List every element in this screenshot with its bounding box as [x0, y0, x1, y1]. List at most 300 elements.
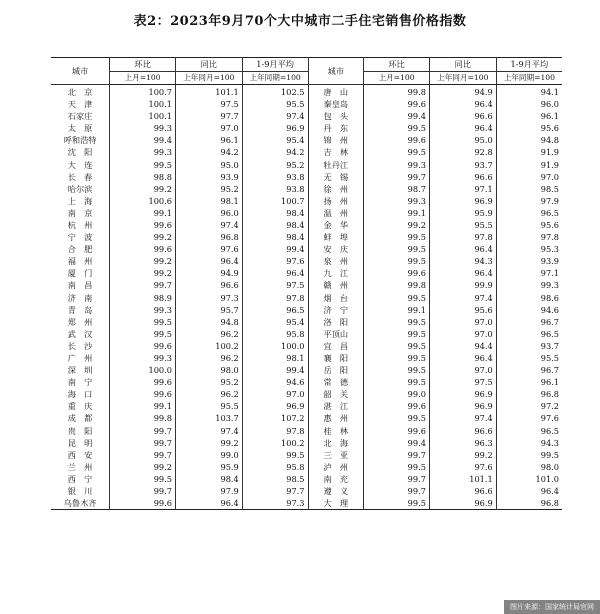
- right-avg-cell: 96.5: [540, 425, 559, 436]
- left-yoy-cell: 97.9: [175, 485, 242, 497]
- right-city-cell: 三 亚: [308, 449, 364, 461]
- left-avg-cell: 94.2: [242, 146, 308, 158]
- table-row: [51, 219, 562, 231]
- left-avg-cell: 100.0: [242, 340, 308, 352]
- right-yoy-cell: 97.5: [429, 376, 496, 388]
- right-mom-cell: 99.5: [364, 364, 430, 376]
- right-mom-cell: 99.5: [364, 461, 430, 473]
- right-avg-cell: 96.7: [540, 365, 559, 376]
- right-mom-cell: 99.1: [364, 207, 430, 219]
- left-city-cell: 北 京: [51, 85, 110, 99]
- left-city-cell: 银 川: [51, 485, 110, 497]
- table-row: [51, 304, 562, 316]
- right-yoy-cell: 97.4: [429, 292, 496, 304]
- left-city-cell: 上 海: [51, 195, 110, 207]
- right-avg-cell: 96.5: [540, 207, 559, 218]
- left-city-cell: 西 宁: [51, 473, 110, 485]
- right-mom-cell: 99.7: [364, 171, 430, 183]
- left-avg-cell: 97.5: [242, 280, 308, 292]
- right-mom-cell: 99.8: [364, 85, 430, 99]
- right-mom-cell: 99.4: [364, 437, 430, 449]
- right-avg-cell: 97.2: [540, 401, 559, 412]
- left-avg-cell: 98.4: [242, 219, 308, 231]
- left-yoy-cell: 94.2: [175, 146, 242, 158]
- right-city-cell: 唐 山: [308, 85, 364, 99]
- right-yoy-cell: 97.0: [429, 364, 496, 376]
- right-mom-cell: 99.5: [364, 316, 430, 328]
- table-row: [51, 437, 562, 449]
- right-avg-cell: 97.0: [540, 171, 559, 182]
- left-yoy-cell: 99.0: [175, 449, 242, 461]
- right-yoy-cell: 96.9: [429, 400, 496, 412]
- right-city-cell: 烟 台: [308, 292, 364, 304]
- right-avg-cell: 94.6: [540, 304, 559, 315]
- right-yoy-cell: 96.4: [429, 122, 496, 134]
- left-city-cell: 厦 门: [51, 267, 110, 279]
- right-avg-cell: 91.9: [540, 147, 559, 158]
- table-row: [51, 146, 562, 158]
- left-mom-cell: 100.0: [110, 364, 176, 376]
- left-avg-cell: 93.8: [242, 171, 308, 183]
- right-city-cell: 遵 义: [308, 485, 364, 497]
- left-mom-cell: 100.6: [110, 195, 176, 207]
- left-avg-cell: 100.7: [242, 195, 308, 207]
- right-city-cell: 韶 关: [308, 388, 364, 400]
- left-city-cell: 南 宁: [51, 376, 110, 388]
- right-city-cell: 吉 林: [308, 146, 364, 158]
- left-mom-cell: 99.1: [110, 207, 176, 219]
- table-row: [51, 280, 562, 292]
- right-yoy-cell: 96.9: [429, 388, 496, 400]
- right-city-cell: 济 宁: [308, 304, 364, 316]
- header-row-2: [51, 72, 562, 85]
- right-mom-cell: 99.5: [364, 413, 430, 425]
- table-row: [51, 207, 562, 219]
- avg-base-left: 上年同期=100: [242, 72, 308, 85]
- left-city-cell: 乌鲁木齐: [51, 497, 110, 510]
- right-mom-cell: 99.5: [364, 255, 430, 267]
- left-mom-cell: 98.9: [110, 292, 176, 304]
- image-source-watermark: 图片来源：国家统计局官网: [504, 600, 600, 614]
- yoy-header-right: 同比: [429, 58, 496, 72]
- right-yoy-cell: 96.4: [429, 267, 496, 279]
- right-yoy-cell: 95.9: [429, 207, 496, 219]
- right-mom-cell: 99.5: [364, 497, 430, 510]
- table-row: [51, 364, 562, 376]
- left-city-cell: 宁 波: [51, 231, 110, 243]
- right-avg-cell: 94.8: [540, 135, 559, 146]
- table-title: 表2：2023年9月70个大中城市二手住宅销售价格指数: [133, 14, 467, 29]
- left-mom-cell: 99.6: [110, 388, 176, 400]
- right-yoy-cell: 99.9: [429, 280, 496, 292]
- left-city-cell: 济 南: [51, 292, 110, 304]
- left-avg-cell: 97.8: [242, 425, 308, 437]
- right-city-cell: 常 德: [308, 376, 364, 388]
- right-mom-cell: 99.8: [364, 280, 430, 292]
- right-yoy-cell: 97.0: [429, 316, 496, 328]
- right-avg-cell: 93.7: [540, 340, 559, 351]
- right-mom-cell: 99.4: [364, 110, 430, 122]
- left-avg-cell: 99.4: [242, 364, 308, 376]
- left-mom-cell: 99.7: [110, 280, 176, 292]
- right-city-cell: 温 州: [308, 207, 364, 219]
- mom-header-left: 环比: [110, 58, 176, 72]
- avg-base-right: 上年同期=100: [496, 72, 562, 85]
- right-mom-cell: 99.1: [364, 304, 430, 316]
- table-row: [51, 400, 562, 412]
- right-mom-cell: 99.7: [364, 473, 430, 485]
- table-row: [51, 243, 562, 255]
- right-avg-cell: 96.1: [540, 377, 559, 388]
- left-avg-cell: 99.5: [242, 449, 308, 461]
- left-yoy-cell: 96.6: [175, 280, 242, 292]
- right-avg-cell: 101.0: [535, 473, 559, 484]
- right-avg-cell: 99.5: [540, 449, 559, 460]
- yoy-header-left: 同比: [175, 58, 242, 72]
- right-avg-cell: 95.6: [540, 123, 559, 134]
- left-avg-cell: 97.4: [242, 110, 308, 122]
- mom-header-right: 环比: [364, 58, 430, 72]
- left-mom-cell: 99.5: [110, 159, 176, 171]
- right-city-cell: 惠 州: [308, 413, 364, 425]
- city-header-left: 城市: [51, 58, 110, 85]
- left-mom-cell: 99.5: [110, 473, 176, 485]
- left-yoy-cell: 96.4: [175, 497, 242, 510]
- right-mom-cell: 99.6: [364, 267, 430, 279]
- table-row: [51, 461, 562, 473]
- left-yoy-cell: 97.7: [175, 110, 242, 122]
- right-city-cell: 丹 东: [308, 122, 364, 134]
- left-yoy-cell: 99.2: [175, 437, 242, 449]
- table-row: [51, 292, 562, 304]
- left-mom-cell: 99.6: [110, 376, 176, 388]
- right-avg-cell: 98.5: [540, 183, 559, 194]
- table-row: [51, 255, 562, 267]
- right-avg-cell: 97.1: [540, 268, 559, 279]
- right-city-cell: 襄 阳: [308, 352, 364, 364]
- right-mom-cell: 99.7: [364, 449, 430, 461]
- left-mom-cell: 99.3: [110, 352, 176, 364]
- left-city-cell: 深 圳: [51, 364, 110, 376]
- right-avg-cell: 96.5: [540, 328, 559, 339]
- right-mom-cell: 99.5: [364, 328, 430, 340]
- left-city-cell: 武 汉: [51, 328, 110, 340]
- left-city-cell: 南 昌: [51, 280, 110, 292]
- right-city-cell: 岳 阳: [308, 364, 364, 376]
- mom-base-right: 上月=100: [364, 72, 430, 85]
- right-city-cell: 九 江: [308, 267, 364, 279]
- right-yoy-cell: 96.9: [429, 497, 496, 510]
- left-yoy-cell: 96.4: [175, 255, 242, 267]
- left-avg-cell: 93.8: [242, 183, 308, 195]
- table-row: [51, 98, 562, 110]
- right-avg-cell: 95.3: [540, 244, 559, 255]
- right-yoy-cell: 93.7: [429, 159, 496, 171]
- left-avg-cell: 96.9: [242, 122, 308, 134]
- table-row: [51, 195, 562, 207]
- right-yoy-cell: 94.3: [429, 255, 496, 267]
- table-row: [51, 376, 562, 388]
- table-row: [51, 267, 562, 279]
- left-avg-cell: 97.7: [242, 485, 308, 497]
- left-mom-cell: 99.6: [110, 497, 176, 510]
- left-avg-cell: 96.4: [242, 267, 308, 279]
- right-avg-cell: 99.3: [540, 280, 559, 291]
- left-avg-cell: 100.2: [242, 437, 308, 449]
- right-city-cell: 大 理: [308, 497, 364, 510]
- left-avg-cell: 98.4: [242, 231, 308, 243]
- right-avg-cell: 96.0: [540, 99, 559, 110]
- left-yoy-cell: 95.0: [175, 159, 242, 171]
- price-index-table: [51, 57, 562, 510]
- right-mom-cell: 99.6: [364, 98, 430, 110]
- left-mom-cell: 99.2: [110, 255, 176, 267]
- left-mom-cell: 99.1: [110, 400, 176, 412]
- left-yoy-cell: 96.1: [175, 134, 242, 146]
- left-avg-cell: 96.9: [242, 400, 308, 412]
- left-mom-cell: 98.8: [110, 171, 176, 183]
- right-yoy-cell: 96.4: [429, 98, 496, 110]
- left-mom-cell: 99.5: [110, 316, 176, 328]
- left-yoy-cell: 98.1: [175, 195, 242, 207]
- left-yoy-cell: 97.0: [175, 122, 242, 134]
- right-mom-cell: 99.5: [364, 231, 430, 243]
- left-avg-cell: 97.0: [242, 388, 308, 400]
- left-yoy-cell: 94.9: [175, 267, 242, 279]
- left-city-cell: 兰 州: [51, 461, 110, 473]
- left-yoy-cell: 103.7: [175, 413, 242, 425]
- right-yoy-cell: 99.2: [429, 449, 496, 461]
- left-avg-cell: 95.5: [242, 98, 308, 110]
- left-mom-cell: 99.6: [110, 219, 176, 231]
- right-city-cell: 桂 林: [308, 425, 364, 437]
- right-yoy-cell: 96.6: [429, 110, 496, 122]
- right-city-cell: 宜 昌: [308, 340, 364, 352]
- right-mom-cell: 99.5: [364, 122, 430, 134]
- right-city-cell: 安 庆: [308, 243, 364, 255]
- right-yoy-cell: 97.8: [429, 231, 496, 243]
- left-yoy-cell: 97.6: [175, 243, 242, 255]
- right-yoy-cell: 101.1: [429, 473, 496, 485]
- table-body: [51, 85, 562, 510]
- left-mom-cell: 99.3: [110, 146, 176, 158]
- left-yoy-cell: 95.9: [175, 461, 242, 473]
- left-city-cell: 杭 州: [51, 219, 110, 231]
- table-row: [51, 497, 562, 510]
- left-yoy-cell: 94.8: [175, 316, 242, 328]
- left-avg-cell: 95.8: [242, 461, 308, 473]
- table-row: [51, 413, 562, 425]
- left-city-cell: 石家庄: [51, 110, 110, 122]
- left-city-cell: 大 连: [51, 159, 110, 171]
- right-yoy-cell: 97.0: [429, 328, 496, 340]
- left-city-cell: 青 岛: [51, 304, 110, 316]
- right-avg-cell: 97.9: [540, 195, 559, 206]
- left-mom-cell: 99.6: [110, 340, 176, 352]
- table-row: [51, 122, 562, 134]
- left-avg-cell: 95.2: [242, 159, 308, 171]
- table-row: [51, 159, 562, 171]
- right-yoy-cell: 96.6: [429, 171, 496, 183]
- right-avg-cell: 94.3: [540, 437, 559, 448]
- left-avg-cell: 95.8: [242, 328, 308, 340]
- right-yoy-cell: 94.4: [429, 340, 496, 352]
- right-city-cell: 扬 州: [308, 195, 364, 207]
- left-yoy-cell: 97.5: [175, 98, 242, 110]
- table-row: [51, 171, 562, 183]
- right-city-cell: 平顶山: [308, 328, 364, 340]
- left-city-cell: 天 津: [51, 98, 110, 110]
- left-city-cell: 合 肥: [51, 243, 110, 255]
- left-mom-cell: 100.1: [110, 98, 176, 110]
- left-yoy-cell: 95.5: [175, 400, 242, 412]
- right-city-cell: 北 海: [308, 437, 364, 449]
- left-yoy-cell: 98.4: [175, 473, 242, 485]
- table-row: [51, 425, 562, 437]
- table-row: [51, 85, 562, 99]
- left-avg-cell: 99.4: [242, 243, 308, 255]
- avg-header-left: 1-9月平均: [242, 58, 308, 72]
- right-yoy-cell: 94.9: [429, 85, 496, 99]
- right-yoy-cell: 97.1: [429, 183, 496, 195]
- left-city-cell: 沈 阳: [51, 146, 110, 158]
- left-avg-cell: 96.5: [242, 304, 308, 316]
- right-city-cell: 洛 阳: [308, 316, 364, 328]
- left-mom-cell: 99.5: [110, 328, 176, 340]
- left-city-cell: 郑 州: [51, 316, 110, 328]
- left-city-cell: 海 口: [51, 388, 110, 400]
- right-mom-cell: 99.5: [364, 352, 430, 364]
- right-avg-cell: 98.6: [540, 292, 559, 303]
- left-yoy-cell: 97.4: [175, 425, 242, 437]
- left-mom-cell: 100.7: [110, 85, 176, 99]
- right-avg-cell: 96.8: [540, 389, 559, 400]
- right-avg-cell: 98.0: [540, 461, 559, 472]
- left-mom-cell: 99.7: [110, 449, 176, 461]
- right-yoy-cell: 97.6: [429, 461, 496, 473]
- left-city-cell: 哈尔滨: [51, 183, 110, 195]
- left-avg-cell: 107.2: [242, 413, 308, 425]
- left-yoy-cell: 98.0: [175, 364, 242, 376]
- left-city-cell: 长 沙: [51, 340, 110, 352]
- left-mom-cell: 99.7: [110, 425, 176, 437]
- right-city-cell: 泸 州: [308, 461, 364, 473]
- left-mom-cell: 99.2: [110, 461, 176, 473]
- right-mom-cell: 99.6: [364, 400, 430, 412]
- right-mom-cell: 99.5: [364, 146, 430, 158]
- right-yoy-cell: 95.5: [429, 219, 496, 231]
- right-mom-cell: 99.5: [364, 292, 430, 304]
- right-city-cell: 湛 江: [308, 400, 364, 412]
- left-mom-cell: 99.2: [110, 231, 176, 243]
- right-avg-cell: 91.9: [540, 159, 559, 170]
- yoy-base-right: 上年同月=100: [429, 72, 496, 85]
- left-yoy-cell: 96.0: [175, 207, 242, 219]
- left-avg-cell: 98.5: [242, 473, 308, 485]
- left-avg-cell: 95.4: [242, 134, 308, 146]
- left-mom-cell: 100.1: [110, 110, 176, 122]
- left-mom-cell: 99.7: [110, 437, 176, 449]
- left-yoy-cell: 95.2: [175, 376, 242, 388]
- table-row: [51, 231, 562, 243]
- left-yoy-cell: 95.7: [175, 304, 242, 316]
- right-mom-cell: 99.3: [364, 159, 430, 171]
- right-yoy-cell: 97.4: [429, 413, 496, 425]
- right-yoy-cell: 96.3: [429, 437, 496, 449]
- left-city-cell: 成 都: [51, 413, 110, 425]
- right-yoy-cell: 95.0: [429, 134, 496, 146]
- left-mom-cell: 99.6: [110, 243, 176, 255]
- avg-header-right: 1-9月平均: [496, 58, 562, 72]
- right-mom-cell: 99.3: [364, 195, 430, 207]
- right-city-cell: 锦 州: [308, 134, 364, 146]
- left-city-cell: 重 庆: [51, 400, 110, 412]
- left-mom-cell: 99.2: [110, 267, 176, 279]
- right-city-cell: 包 头: [308, 110, 364, 122]
- left-mom-cell: 99.7: [110, 485, 176, 497]
- left-yoy-cell: 93.9: [175, 171, 242, 183]
- right-avg-cell: 96.1: [540, 111, 559, 122]
- right-city-cell: 南 充: [308, 473, 364, 485]
- header-row-1: [51, 58, 562, 72]
- left-avg-cell: 95.4: [242, 316, 308, 328]
- right-city-cell: 秦皇岛: [308, 98, 364, 110]
- right-city-cell: 牡丹江: [308, 159, 364, 171]
- left-yoy-cell: 96.8: [175, 231, 242, 243]
- right-city-cell: 徐 州: [308, 183, 364, 195]
- left-mom-cell: 99.4: [110, 134, 176, 146]
- right-avg-cell: 95.5: [540, 353, 559, 363]
- left-city-cell: 贵 阳: [51, 425, 110, 437]
- left-yoy-cell: 95.2: [175, 183, 242, 195]
- right-city-cell: 赣 州: [308, 280, 364, 292]
- left-yoy-cell: 100.2: [175, 340, 242, 352]
- table-row: [51, 388, 562, 400]
- left-avg-cell: 97.3: [242, 497, 308, 510]
- left-avg-cell: 97.6: [242, 255, 308, 267]
- right-mom-cell: 99.6: [364, 134, 430, 146]
- left-avg-cell: 102.5: [242, 85, 308, 99]
- right-mom-cell: 99.2: [364, 219, 430, 231]
- right-mom-cell: 98.7: [364, 183, 430, 195]
- table-row: [51, 328, 562, 340]
- yoy-base-left: 上年同月=100: [175, 72, 242, 85]
- left-yoy-cell: 97.4: [175, 219, 242, 231]
- right-mom-cell: 99.5: [364, 340, 430, 352]
- right-yoy-cell: 96.6: [429, 485, 496, 497]
- right-city-cell: 无 锡: [308, 171, 364, 183]
- left-avg-cell: 98.1: [242, 352, 308, 364]
- left-city-cell: 昆 明: [51, 437, 110, 449]
- left-city-cell: 长 春: [51, 171, 110, 183]
- right-yoy-cell: 96.4: [429, 352, 496, 364]
- left-city-cell: 广 州: [51, 352, 110, 364]
- right-mom-cell: 99.6: [364, 425, 430, 437]
- right-avg-cell: 95.6: [540, 219, 559, 230]
- table-row: [51, 473, 562, 485]
- left-city-cell: 福 州: [51, 255, 110, 267]
- table-row: [51, 183, 562, 195]
- right-yoy-cell: 92.8: [429, 146, 496, 158]
- right-avg-cell: 97.8: [540, 232, 559, 243]
- left-yoy-cell: 96.2: [175, 352, 242, 364]
- right-yoy-cell: 96.9: [429, 195, 496, 207]
- right-avg-cell: 94.1: [540, 86, 559, 97]
- right-mom-cell: 99.0: [364, 388, 430, 400]
- left-mom-cell: 99.2: [110, 183, 176, 195]
- left-city-cell: 呼和浩特: [51, 134, 110, 146]
- table-row: [51, 449, 562, 461]
